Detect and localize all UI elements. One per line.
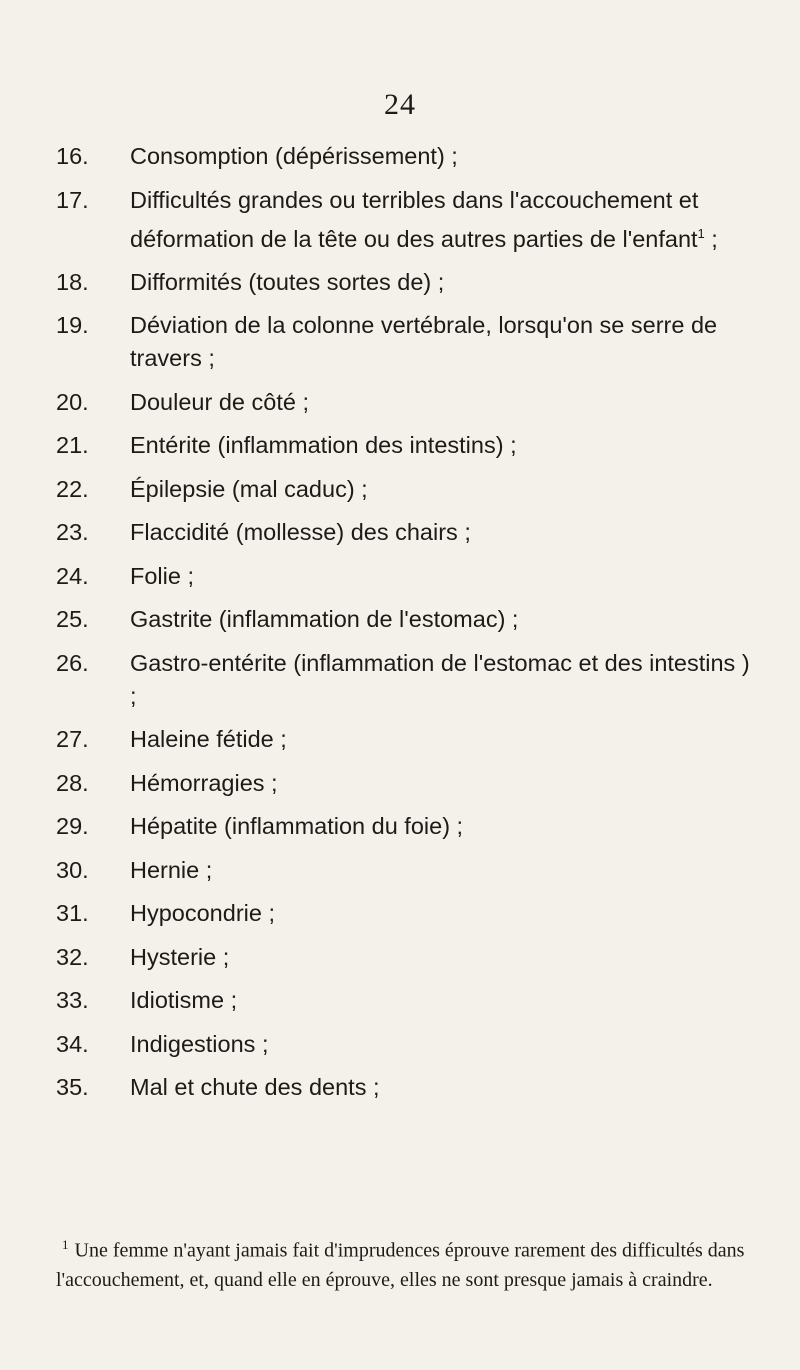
item-number: 30. bbox=[56, 856, 89, 883]
list-item bbox=[56, 1028, 756, 1061]
list-item bbox=[56, 560, 756, 593]
item-number: 31. bbox=[56, 900, 89, 927]
list-item bbox=[56, 309, 756, 375]
footnote-ref: 1 bbox=[697, 225, 705, 241]
item-text-body: Hernie ; bbox=[130, 856, 213, 883]
item-text-body: Difformités (toutes sortes de) ; bbox=[130, 268, 445, 295]
list-item bbox=[56, 941, 756, 974]
item-text-body: Hysterie ; bbox=[130, 943, 230, 970]
footnote-text: Une femme n'ayant jamais fait d'imprudences éprouve rarement des difficultés dans l'accouchement, et, quand elle en éprouve, elles ne sont presque jamais à craindre. bbox=[56, 1239, 745, 1291]
item-number: 27. bbox=[56, 726, 89, 753]
item-text-body: Indigestions ; bbox=[130, 1030, 269, 1057]
list-item bbox=[56, 723, 756, 756]
item-text-body: Consomption (dépérissement) ; bbox=[130, 143, 458, 169]
item-number: 22. bbox=[56, 475, 89, 502]
list-item bbox=[56, 984, 756, 1017]
item-text bbox=[130, 854, 756, 887]
item-text-body: Hépatite (inflammation du foie) ; bbox=[130, 813, 464, 840]
item-text bbox=[130, 647, 756, 713]
item-text bbox=[130, 810, 756, 843]
item-text-body: Flaccidité (mollesse) des chairs ; bbox=[130, 519, 471, 546]
list-item bbox=[56, 1071, 756, 1104]
item-text bbox=[130, 1071, 756, 1104]
item-number: 18. bbox=[56, 268, 89, 295]
item-text-body: Gastrite (inflammation de l'estomac) ; bbox=[130, 606, 519, 633]
item-text-body: Difficultés grandes ou terribles dans l'accouchement et déformation de la tête ou des autres parties de l'enfant bbox=[130, 186, 699, 252]
item-text-body: Gastro-entérite (inflammation de l'estomac et des intestins ) ; bbox=[130, 649, 750, 709]
list-item bbox=[56, 854, 756, 887]
item-number: 28. bbox=[56, 769, 89, 796]
list-item bbox=[56, 429, 756, 462]
item-text-body: Folie ; bbox=[130, 562, 194, 589]
footnote bbox=[56, 1230, 756, 1295]
list-item bbox=[56, 603, 756, 636]
footnote-mark: 1 bbox=[62, 1237, 69, 1252]
item-text-body: Hypocondrie ; bbox=[130, 900, 275, 927]
item-text bbox=[130, 897, 756, 930]
list-item bbox=[56, 184, 756, 256]
item-number: 32. bbox=[56, 943, 89, 970]
item-text bbox=[130, 429, 756, 462]
item-text-body: Entérite (inflammation des intestins) ; bbox=[130, 432, 517, 459]
list-item bbox=[56, 386, 756, 419]
item-text-body: Idiotisme ; bbox=[130, 987, 238, 1014]
item-text-body: Haleine fétide ; bbox=[130, 726, 287, 753]
item-text bbox=[130, 941, 756, 974]
item-text-body: Déviation de la colonne vertébrale, lorsqu'on se serre de travers ; bbox=[130, 312, 718, 372]
item-number: 26. bbox=[56, 649, 89, 676]
item-text-body: Épilepsie (mal caduc) ; bbox=[130, 475, 368, 502]
list-item bbox=[56, 897, 756, 930]
item-number: 23. bbox=[56, 519, 89, 546]
list-item bbox=[56, 647, 756, 713]
item-number: 19. bbox=[56, 312, 89, 339]
item-number: 35. bbox=[56, 1074, 89, 1101]
list-item bbox=[56, 140, 756, 173]
item-number: 34. bbox=[56, 1030, 89, 1057]
list-item bbox=[56, 810, 756, 843]
item-text bbox=[130, 309, 756, 375]
item-number: 17. bbox=[56, 186, 89, 213]
item-text bbox=[130, 1028, 756, 1061]
item-text bbox=[130, 473, 756, 506]
item-number: 21. bbox=[56, 432, 89, 459]
item-text bbox=[130, 516, 756, 549]
item-text-body: Douleur de côté ; bbox=[130, 388, 309, 415]
item-number: 20. bbox=[56, 388, 89, 415]
item-text-body: Hémorragies ; bbox=[130, 769, 278, 796]
item-text bbox=[130, 386, 756, 419]
item-text bbox=[130, 767, 756, 800]
item-text bbox=[130, 984, 756, 1017]
item-number: 33. bbox=[56, 987, 89, 1014]
item-text-body: Mal et chute des dents ; bbox=[130, 1074, 380, 1101]
enumerated-list bbox=[56, 140, 756, 1115]
item-text bbox=[130, 723, 756, 756]
item-text bbox=[130, 266, 756, 299]
list-item bbox=[56, 516, 756, 549]
item-text bbox=[130, 184, 756, 256]
item-number: 25. bbox=[56, 606, 89, 633]
item-text bbox=[130, 560, 756, 593]
item-number: 29. bbox=[56, 813, 89, 840]
item-text bbox=[130, 140, 756, 173]
list-item bbox=[56, 473, 756, 506]
item-text bbox=[130, 603, 756, 636]
item-text-tail: ; bbox=[704, 225, 718, 252]
list-item bbox=[56, 767, 756, 800]
item-number: 24. bbox=[56, 562, 89, 589]
item-number: 16. bbox=[56, 143, 89, 169]
list-item bbox=[56, 266, 756, 299]
page-number: 24 bbox=[384, 88, 416, 121]
